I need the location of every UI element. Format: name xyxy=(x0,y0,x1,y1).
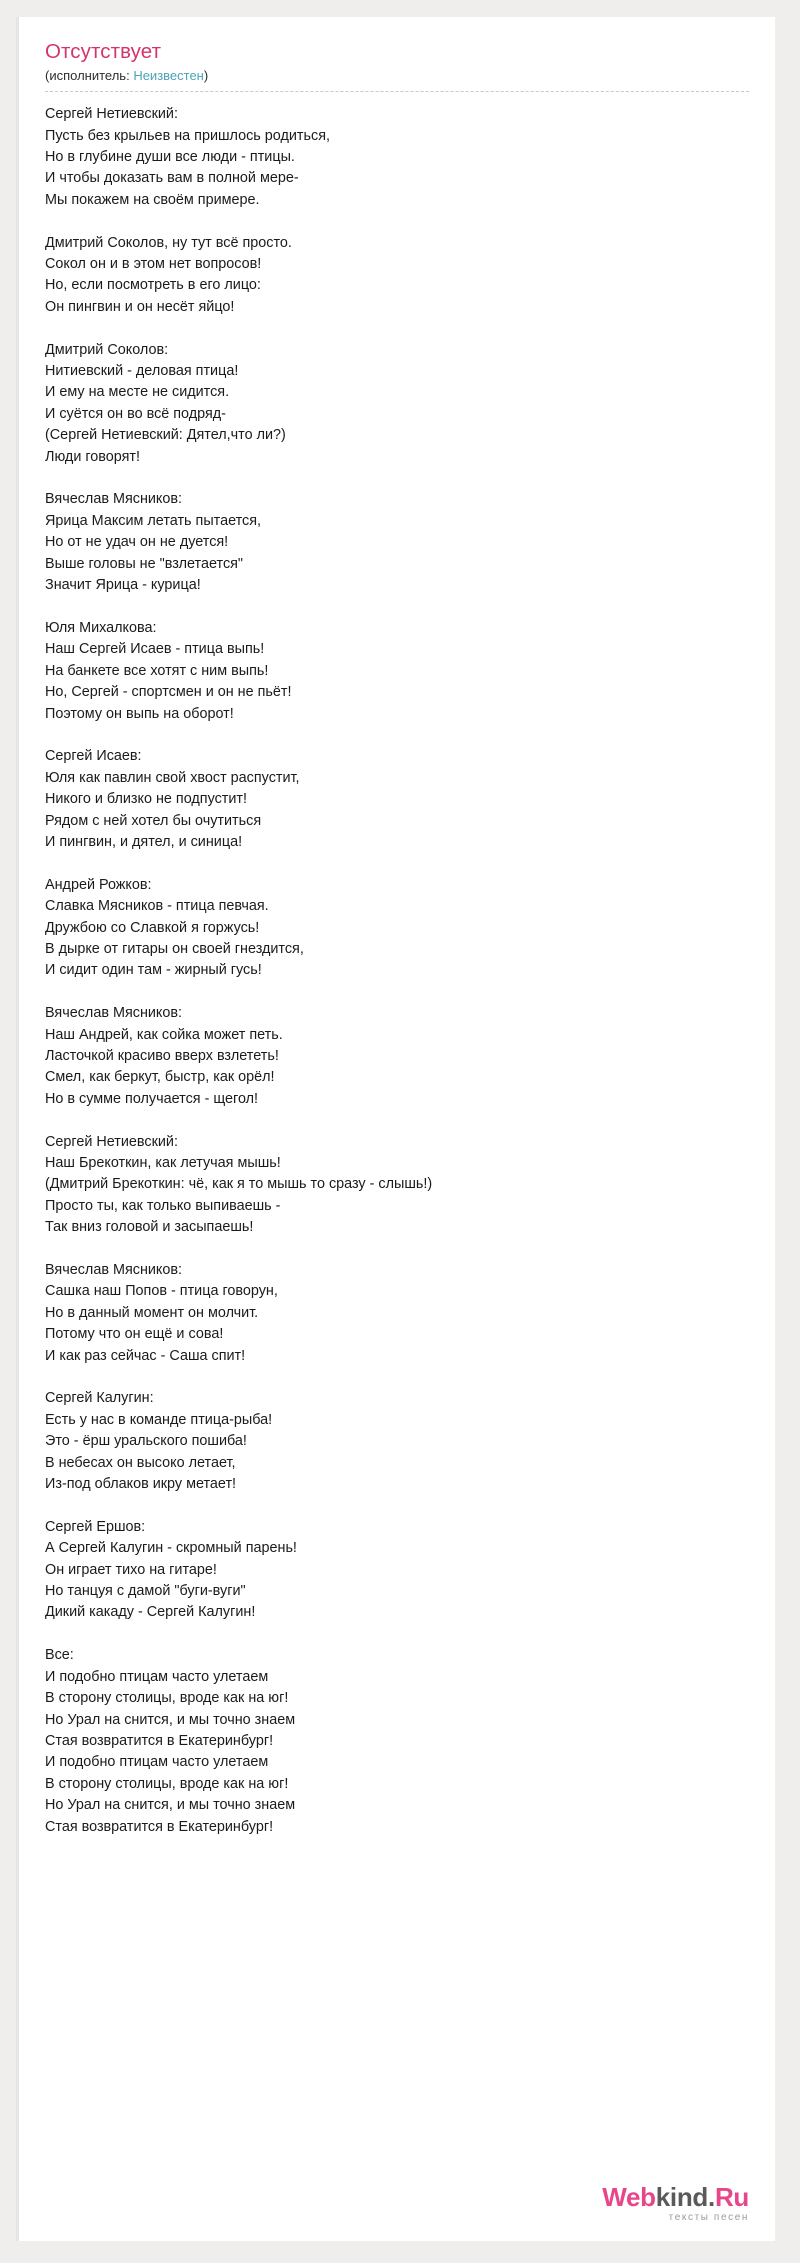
lyric-line: И чтобы доказать вам в полной мере- xyxy=(45,170,299,187)
lyric-stanza xyxy=(45,875,749,982)
lyrics-sheet xyxy=(18,17,776,2241)
lyric-line: Сергей Нетиевский: xyxy=(45,1133,178,1150)
lyric-line: Вячеслав Мясников: xyxy=(45,491,183,508)
logo-ru: Ru xyxy=(714,2182,749,2212)
lyric-stanza xyxy=(45,746,749,853)
lyric-line: Пусть без крыльев на пришлось родиться, xyxy=(45,127,330,144)
lyric-line: Вячеслав Мясников: xyxy=(45,1262,183,1279)
logo-dot: . xyxy=(708,2182,715,2212)
lyric-line: Наш Брекоткин, как летучая мышь! xyxy=(45,1155,281,1171)
lyric-line: И подобно птицам часто улетаем xyxy=(45,1754,269,1771)
page-title: Отсутствует xyxy=(45,40,162,63)
lyric-stanza xyxy=(45,489,749,596)
lyric-line: Вячеслав Мясников: xyxy=(45,1005,183,1022)
lyric-line: Но в сумме получается - щегол! xyxy=(45,1090,259,1107)
lyric-line: Но от не удач он не дуется! xyxy=(45,534,229,551)
lyric-line: Все: xyxy=(45,1647,74,1664)
lyric-line: Сашка наш Попов - птица говорун, xyxy=(45,1283,278,1300)
lyric-line: Просто ты, как только выпиваешь - xyxy=(45,1197,281,1214)
lyric-stanza xyxy=(45,104,749,211)
artist-label: (исполнитель: xyxy=(45,67,130,83)
lyric-line: Но, Сергей - спортсмен и он не пьёт! xyxy=(45,684,292,701)
lyric-line: Никого и близко не подпустит! xyxy=(45,791,248,808)
lyric-line: Стая возвратится в Екатеринбург! xyxy=(45,1732,274,1749)
lyric-line: И подобно птицам часто улетаем xyxy=(45,1668,269,1685)
artist-paren-close: ) xyxy=(203,67,209,83)
lyric-stanza xyxy=(45,233,749,319)
lyric-line: Наш Андрей, как сойка может петь. xyxy=(45,1026,283,1043)
lyric-line: Стая возвратится в Екатеринбург! xyxy=(45,1818,274,1835)
lyric-line: Рядом с ней хотел бы очутиться xyxy=(45,812,262,829)
lyric-line: Есть у нас в команде птица-рыба! xyxy=(45,1411,273,1428)
lyric-line: Выше головы не "взлетается" xyxy=(45,555,244,572)
header-divider xyxy=(45,91,749,92)
webkind-logo-text xyxy=(602,2184,749,2210)
lyric-line: Но, если посмотреть в его лицо: xyxy=(45,277,261,294)
lyric-stanza xyxy=(45,1132,749,1239)
logo-kind: kind xyxy=(655,2182,708,2212)
lyric-line: Сергей Калугин: xyxy=(45,1390,154,1407)
lyric-stanza xyxy=(45,1260,749,1367)
lyric-line: Сергей Исаев: xyxy=(45,748,142,765)
lyric-line: Наш Сергей Исаев - птица выпь! xyxy=(45,641,265,658)
lyric-line: В дырке от гитары он своей гнездится, xyxy=(45,940,304,957)
lyric-line: Дикий какаду - Сергей Калугин! xyxy=(45,1604,256,1621)
lyric-line: Потому что он ещё и сова! xyxy=(45,1326,224,1343)
lyric-line: В сторону столицы, вроде как на юг! xyxy=(45,1775,289,1792)
lyric-line: Дмитрий Соколов: xyxy=(45,341,169,358)
lyric-line: Сергей Нетиевский: xyxy=(45,106,178,123)
lyric-line: Дмитрий Соколов, ну тут всё просто. xyxy=(45,234,292,251)
lyric-line: В небесах он высоко летает, xyxy=(45,1454,236,1471)
lyric-line: Дружбою со Славкой я горжусь! xyxy=(45,919,260,936)
lyric-line: Из-под облаков икру метает! xyxy=(45,1476,237,1493)
lyric-line: Мы покажем на своём примере. xyxy=(45,191,260,208)
lyric-stanza xyxy=(45,1645,749,1838)
lyric-line: Ярица Максим летать пытается, xyxy=(45,512,262,529)
lyric-line: Но в данный момент он молчит. xyxy=(45,1304,259,1321)
lyric-line: Ласточкой красиво вверх взлететь! xyxy=(45,1047,279,1064)
logo-web: Web xyxy=(602,2182,656,2212)
lyric-line: Значит Ярица - курица! xyxy=(45,577,201,594)
lyric-line: Это - ёрш уральского пошиба! xyxy=(45,1433,247,1450)
webkind-logo xyxy=(602,2184,749,2223)
lyric-line: Андрей Рожков: xyxy=(45,876,152,893)
lyric-line: Он играет тихо на гитаре! xyxy=(45,1561,217,1578)
logo-subtitle: тексты песен xyxy=(668,2212,749,2223)
lyric-line: Но Урал на снится, и мы точно знаем xyxy=(45,1711,296,1728)
lyric-line: Юля Михалкова: xyxy=(45,619,157,636)
lyric-line: Нитиевский - деловая птица! xyxy=(45,363,239,380)
lyric-stanza xyxy=(45,618,749,725)
artist-line xyxy=(45,68,749,92)
lyric-line: А Сергей Калугин - скромный парень! xyxy=(45,1540,297,1557)
lyric-line: Но в глубине души все люди - птицы. xyxy=(45,149,295,166)
lyric-stanza xyxy=(45,1003,749,1110)
lyric-line: Славка Мясников - птица певчая. xyxy=(45,898,269,915)
lyric-line: И как раз сейчас - Саша спит! xyxy=(45,1347,246,1364)
lyric-stanza xyxy=(45,1388,749,1495)
lyric-line: Он пингвин и он несёт яйцо! xyxy=(45,298,235,315)
lyric-line: В сторону столицы, вроде как на юг! xyxy=(45,1690,289,1707)
lyric-line: Но танцуя с дамой "буги-вуги" xyxy=(45,1583,246,1600)
lyric-line: Поэтому он выпь на оборот! xyxy=(45,705,234,722)
lyric-line: На банкете все хотят с ним выпь! xyxy=(45,662,269,679)
lyric-line: И суётся он во всё подряд- xyxy=(45,405,226,422)
lyric-line: (Дмитрий Брекоткин: чё, как я то мышь то сразу - слышь!) xyxy=(45,1176,433,1193)
lyric-line: Сокол он и в этом нет вопросов! xyxy=(45,256,262,273)
lyric-line: Так вниз головой и засыпаешь! xyxy=(45,1219,254,1236)
lyric-line: И пингвин, и дятел, и синица! xyxy=(45,833,243,850)
lyric-stanza xyxy=(45,1517,749,1624)
artist-link[interactable]: Неизвестен xyxy=(133,67,204,83)
lyrics-body xyxy=(45,104,749,1838)
lyric-line: Сергей Ершов: xyxy=(45,1518,146,1535)
lyric-line: Юля как павлин свой хвост распустит, xyxy=(45,769,300,786)
lyric-line: Смел, как беркут, быстр, как орёл! xyxy=(45,1069,275,1086)
lyric-line: Люди говорят! xyxy=(45,448,141,465)
lyric-line: И ему на месте не сидится. xyxy=(45,384,230,401)
lyric-stanza xyxy=(45,340,749,468)
lyric-line: Но Урал на снится, и мы точно знаем xyxy=(45,1797,296,1814)
lyric-line: (Сергей Нетиевский: Дятел,что ли?) xyxy=(45,427,286,444)
lyric-line: И сидит один там - жирный гусь! xyxy=(45,962,262,979)
